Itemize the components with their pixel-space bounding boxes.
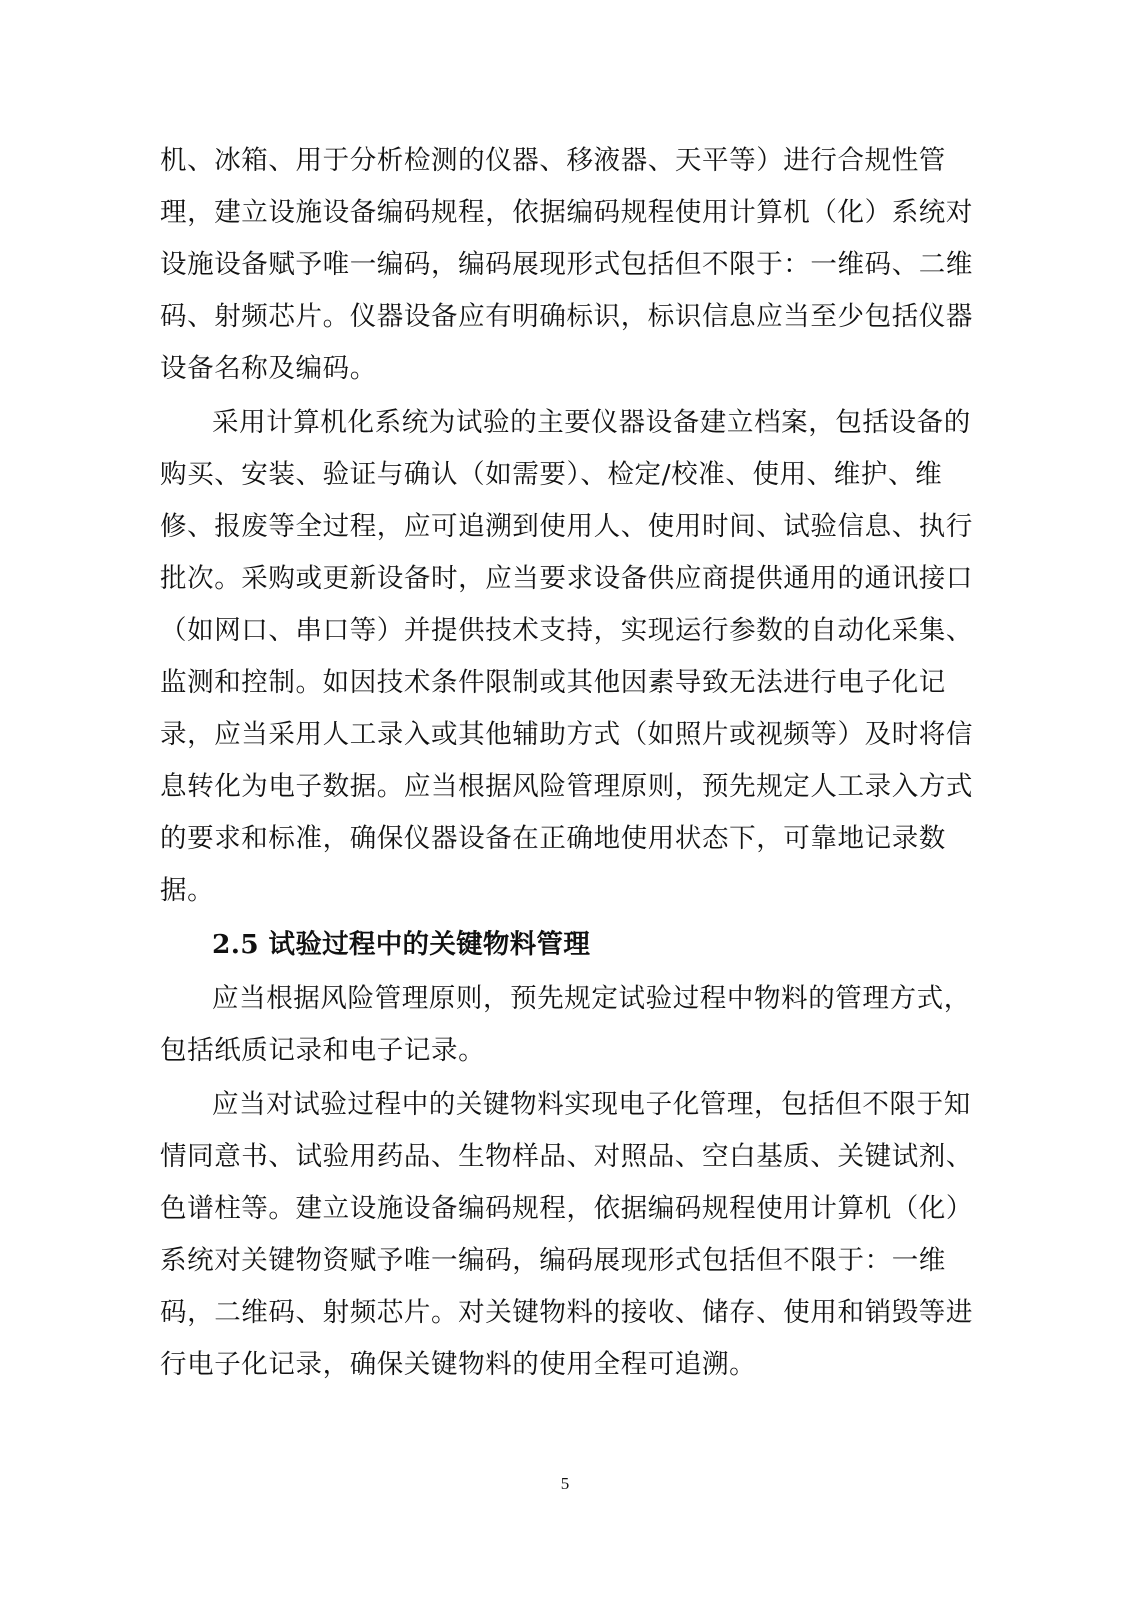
paragraph-2-line-7: 录，应当采用人工录入或其他辅助方式（如照片或视频等）及时将信: [160, 719, 973, 750]
paragraph-2-line-10: 据。: [160, 875, 215, 906]
paragraph-3-line-1: 应当根据风险管理原则，预先规定试验过程中物料的管理方式，: [212, 983, 971, 1014]
paragraph-4-line-1: 应当对试验过程中的关键物料实现电子化管理，包括但不限于知: [212, 1089, 971, 1120]
paragraph-4-line-3: 色谱柱等。建立设施设备编码规程，依据编码规程使用计算机（化）: [160, 1193, 973, 1224]
paragraph-1-line-5: 设备名称及编码。: [160, 353, 377, 384]
paragraph-1-line-4: 码、射频芯片。仪器设备应有明确标识，标识信息应当至少包括仪器: [160, 301, 973, 332]
paragraph-2-line-8: 息转化为电子数据。应当根据风险管理原则，预先规定人工录入方式: [160, 771, 973, 802]
paragraph-4-line-5: 码，二维码、射频芯片。对关键物料的接收、储存、使用和销毁等进: [160, 1297, 973, 1328]
paragraph-3-line-2: 包括纸质记录和电子记录。: [160, 1035, 486, 1066]
paragraph-2-line-3: 修、报废等全过程，应可追溯到使用人、使用时间、试验信息、执行: [160, 511, 973, 542]
page-number: 5: [560, 1474, 570, 1493]
paragraph-2-line-1: 采用计算机化系统为试验的主要仪器设备建立档案，包括设备的: [212, 407, 971, 438]
paragraph-4-line-6: 行电子化记录，确保关键物料的使用全程可追溯。: [160, 1349, 757, 1380]
paragraph-4-line-4: 系统对关键物资赋予唯一编码，编码展现形式包括但不限于：一维: [160, 1245, 946, 1276]
section-heading: 2.5 试验过程中的关键物料管理: [212, 929, 591, 960]
paragraph-2-line-4: 批次。采购或更新设备时，应当要求设备供应商提供通用的通讯接口: [160, 563, 973, 594]
paragraph-1-line-3: 设施设备赋予唯一编码，编码展现形式包括但不限于：一维码、二维: [160, 249, 973, 280]
paragraph-1-line-2: 理，建立设施设备编码规程，依据编码规程使用计算机（化）系统对: [160, 197, 973, 228]
paragraph-1-line-1: 机、冰箱、用于分析检测的仪器、移液器、天平等）进行合规性管: [160, 145, 946, 176]
paragraph-2-line-9: 的要求和标准，确保仪器设备在正确地使用状态下，可靠地记录数: [160, 823, 946, 854]
paragraph-2-line-2: 购买、安装、验证与确认（如需要）、检定/校准、使用、维护、维: [160, 459, 943, 490]
paragraph-4-line-2: 情同意书、试验用药品、生物样品、对照品、空白基质、关键试剂、: [160, 1141, 973, 1172]
paragraph-2-line-5: （如网口、串口等）并提供技术支持，实现运行参数的自动化采集、: [160, 615, 973, 646]
paragraph-2-line-6: 监测和控制。如因技术条件限制或其他因素导致无法进行电子化记: [160, 667, 946, 698]
